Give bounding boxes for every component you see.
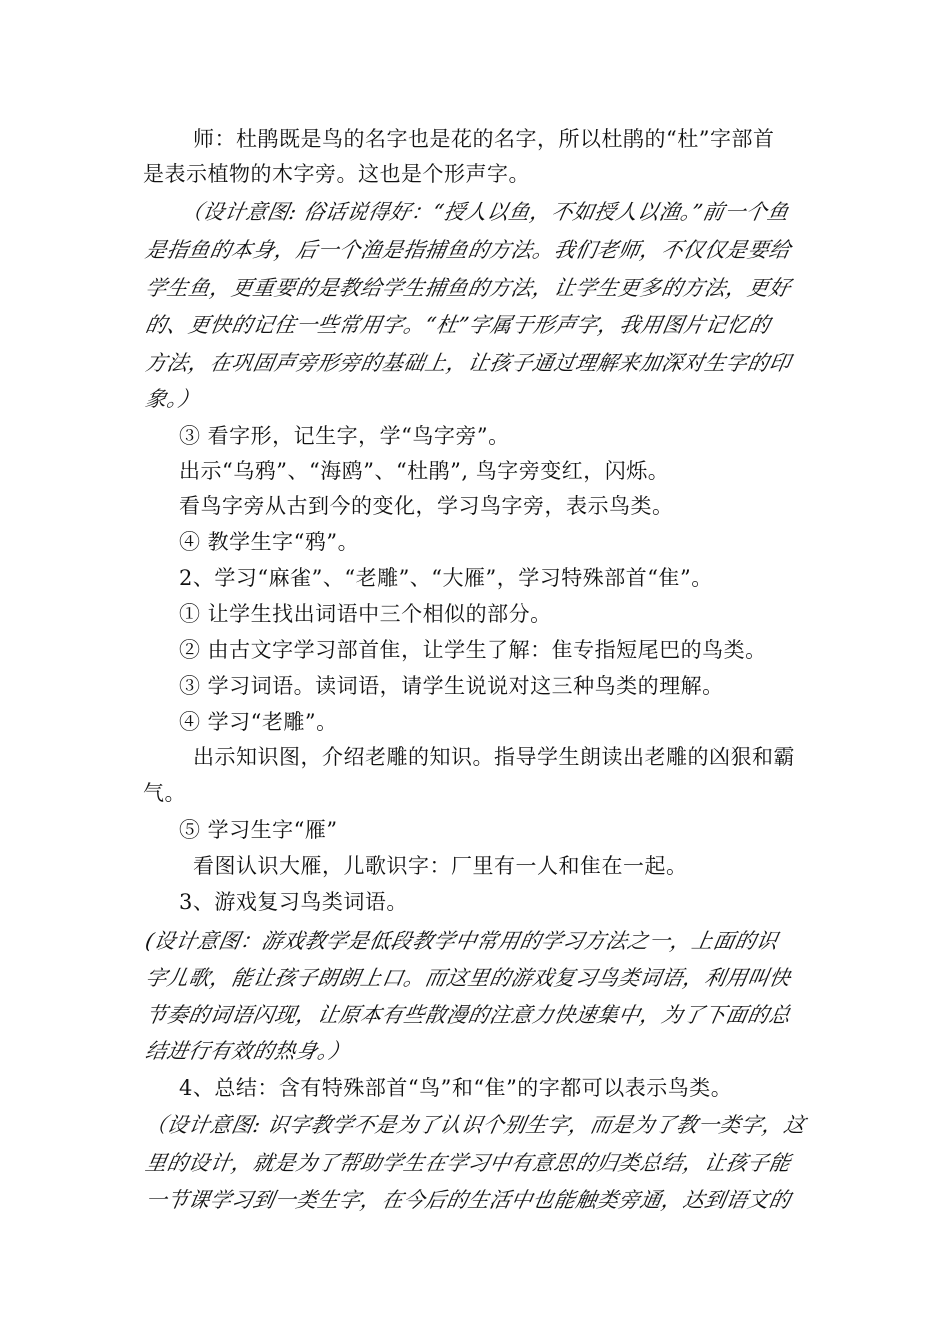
step-line: ③ 看字形，记生字，学“鸟字旁”。 bbox=[179, 424, 510, 448]
paragraph-line: 是表示植物的木字旁。这也是个形声字。 bbox=[143, 162, 530, 186]
paragraph-line: 看图认识大雁，儿歌识字：厂里有一人和隹在一起。 bbox=[193, 854, 688, 878]
design-intent-line: (设计意图：游戏教学是低段教学中常用的学习方法之一，上面的识 bbox=[143, 929, 780, 953]
step-line: ④ 学习“老雕”。 bbox=[179, 710, 338, 734]
step-line: ③ 学习词语。读词语，请学生说说对这三种鸟类的理解。 bbox=[179, 674, 724, 698]
paragraph-line: 出示知识图，介绍老雕的知识。指导学生朗读出老雕的凶狠和霸 bbox=[193, 745, 795, 769]
design-intent-line: 一节课学习到一类生字，在今后的生活中也能触类旁通，达到语文的 bbox=[143, 1188, 793, 1212]
design-intent-line: （设计意图: 俗话说得好：“授人以鱼，不如授人以渔。”前一个鱼 bbox=[179, 200, 791, 224]
step-line: 出示“乌鸦”、“海鸥”、“杜鹃”, 鸟字旁变红，闪烁。 bbox=[179, 459, 670, 483]
design-intent-line: 节奏的词语闪现，让原本有些散漫的注意力快速集中，为了下面的总 bbox=[143, 1003, 793, 1027]
step-line: ① 让学生找出词语中三个相似的部分。 bbox=[179, 602, 552, 626]
design-intent-line: （设计意图: 识字教学不是为了认识个别生字，而是为了教一类字，这 bbox=[143, 1113, 808, 1137]
design-intent-line: 结进行有效的热身。） bbox=[143, 1039, 353, 1063]
step-line: 3、游戏复习鸟类词语。 bbox=[179, 890, 408, 914]
design-intent-line: 的、更快的记住一些常用字。“杜”字属于形声字，我用图片记忆的 bbox=[143, 313, 773, 337]
design-intent-line: 里的设计，就是为了帮助学生在学习中有意思的归类总结，让孩子能 bbox=[143, 1151, 793, 1175]
design-intent-line: 方法，在巩固声旁形旁的基础上，让孩子通过理解来加深对生字的印 bbox=[143, 351, 793, 375]
paragraph-line: 气。 bbox=[143, 781, 186, 805]
design-intent-line: 学生鱼，更重要的是教给学生捕鱼的方法，让学生更多的方法，更好 bbox=[143, 276, 793, 300]
design-intent-line: 象。） bbox=[143, 387, 202, 411]
design-intent-line: 是指鱼的本身，后一个渔是指捕鱼的方法。我们老师，不仅仅是要给 bbox=[143, 238, 793, 262]
step-line: ⑤ 学习生字“雁” bbox=[179, 818, 338, 842]
step-line: ② 由古文字学习部首隹，让学生了解：隹专指短尾巴的鸟类。 bbox=[179, 638, 767, 662]
step-line: 看鸟字旁从古到今的变化，学习鸟字旁，表示鸟类。 bbox=[179, 494, 674, 518]
step-line: ④ 教学生字“鸦”。 bbox=[179, 530, 360, 554]
paragraph-line: 师：杜鹃既是鸟的名字也是花的名字，所以杜鹃的“杜”字部首 bbox=[193, 127, 775, 151]
design-intent-line: 字儿歌，能让孩子朗朗上口。而这里的游戏复习鸟类词语，利用叫快 bbox=[143, 966, 793, 990]
step-line: 4、总结：含有特殊部首“鸟”和“隹”的字都可以表示鸟类。 bbox=[179, 1076, 733, 1100]
step-line: 2、学习“麻雀”、“老雕”、“大雁”，学习特殊部首“隹”。 bbox=[179, 566, 713, 590]
